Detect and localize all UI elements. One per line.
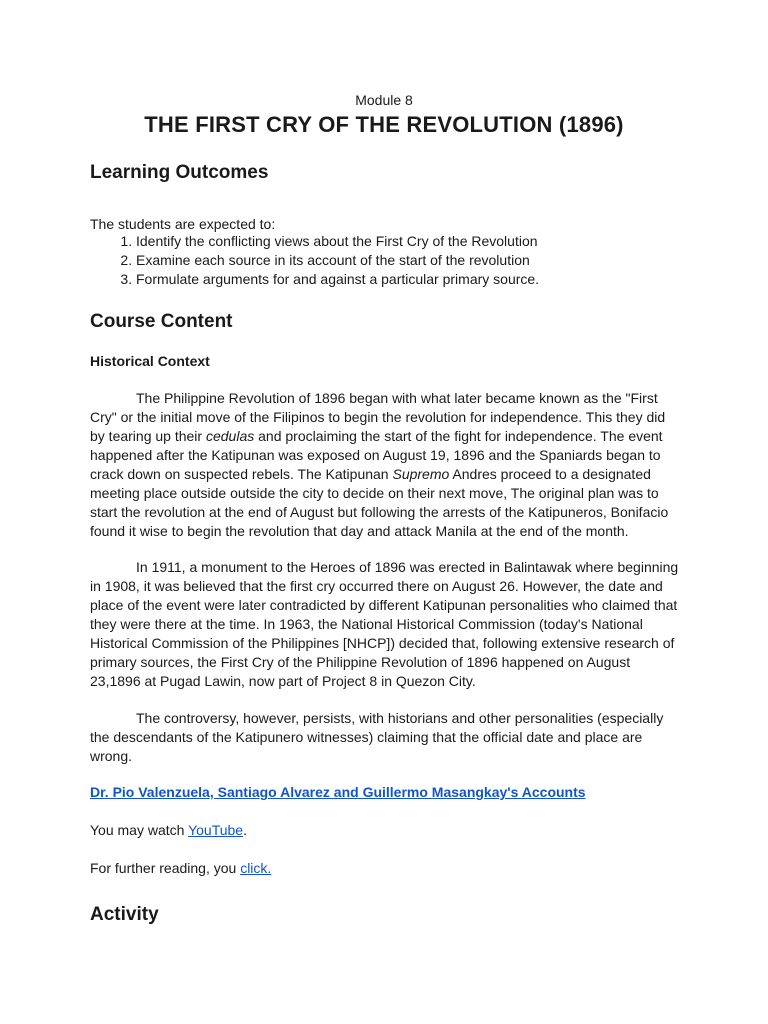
activity-heading: Activity <box>90 904 159 925</box>
outcomes-intro: The students are expected to: <box>90 216 276 232</box>
course-content-heading: Course Content <box>90 311 233 332</box>
paragraph-2: In 1911, a monument to the Heroes of 1896 was erected in Balintawak where beginning in 1908, it was believed that the first cry occurred there on August 26. However, the date and place of the event were later contradicted by different Katipunan personalities who claimed that they were there at the time. In 1963, the National Historical Commission (today's National Historical Commission of the Philippines [NHCP]) decided that, following extensive research of primary sources, the First Cry of the Philippine Revolution of 1896 happened on August 23,1896 at Pugad Lawin, now part of Project 8 in Quezon City. <box>90 559 679 689</box>
watch-line <box>90 822 247 838</box>
list-item: 1. Identify the conflicting views about the First Cry of the Revolution <box>136 232 539 251</box>
read-prefix: For further reading, you <box>90 860 241 876</box>
paragraph-1 <box>90 389 682 541</box>
p1-text-b: and proclaiming the start of the fight for independence. The event happened after the Katipunan was exposed on August 19, 1896 and the Spaniards began to crack down on suspected rebels. The Katipunan <box>90 428 663 482</box>
historical-context-heading: Historical Context <box>90 353 210 369</box>
watch-prefix: You may watch <box>90 822 189 838</box>
list-item: 2. Examine each source in its account of the start of the revolution <box>136 251 539 270</box>
p1-text-c: Andres proceed to a designated meeting place outside outside the city to decide on their next move, The original plan was to start the revolution at the end of August but following the arrests of the Katipuneros, Bonifacio found it wise to begin the revolution that day and attack Manila at the end of the month. <box>90 466 669 539</box>
accounts-link[interactable]: Dr. Pio Valenzuela, Santiago Alvarez and Guillermo Masangkay's Accounts <box>90 784 586 800</box>
p1-emphasis-cedulas: cedulas <box>205 428 255 444</box>
list-item: 3. Formulate arguments for and against a particular primary source. <box>136 270 539 289</box>
watch-suffix: . <box>243 822 247 838</box>
learning-outcomes-heading: Learning Outcomes <box>90 162 269 183</box>
click-link[interactable]: click. <box>240 860 272 876</box>
youtube-link[interactable]: YouTube <box>188 822 244 838</box>
p1-emphasis-supremo: Supremo <box>392 466 450 482</box>
module-label: Module 8 <box>355 92 413 108</box>
document-title: THE FIRST CRY OF THE REVOLUTION (1896) <box>144 112 624 137</box>
outcomes-list <box>90 232 539 289</box>
paragraph-3: The controversy, however, persists, with historians and other personalities (especially the descendants of the Katipunero witnesses) claiming that the official date and place are wrong. <box>90 710 664 764</box>
reading-line <box>90 860 271 876</box>
p1-text-a: The Philippine Revolution of 1896 began with what later became known as the "First Cry" or the initial move of the Filipinos to begin the revolution for independence. This they did by tearing up their <box>90 390 666 444</box>
